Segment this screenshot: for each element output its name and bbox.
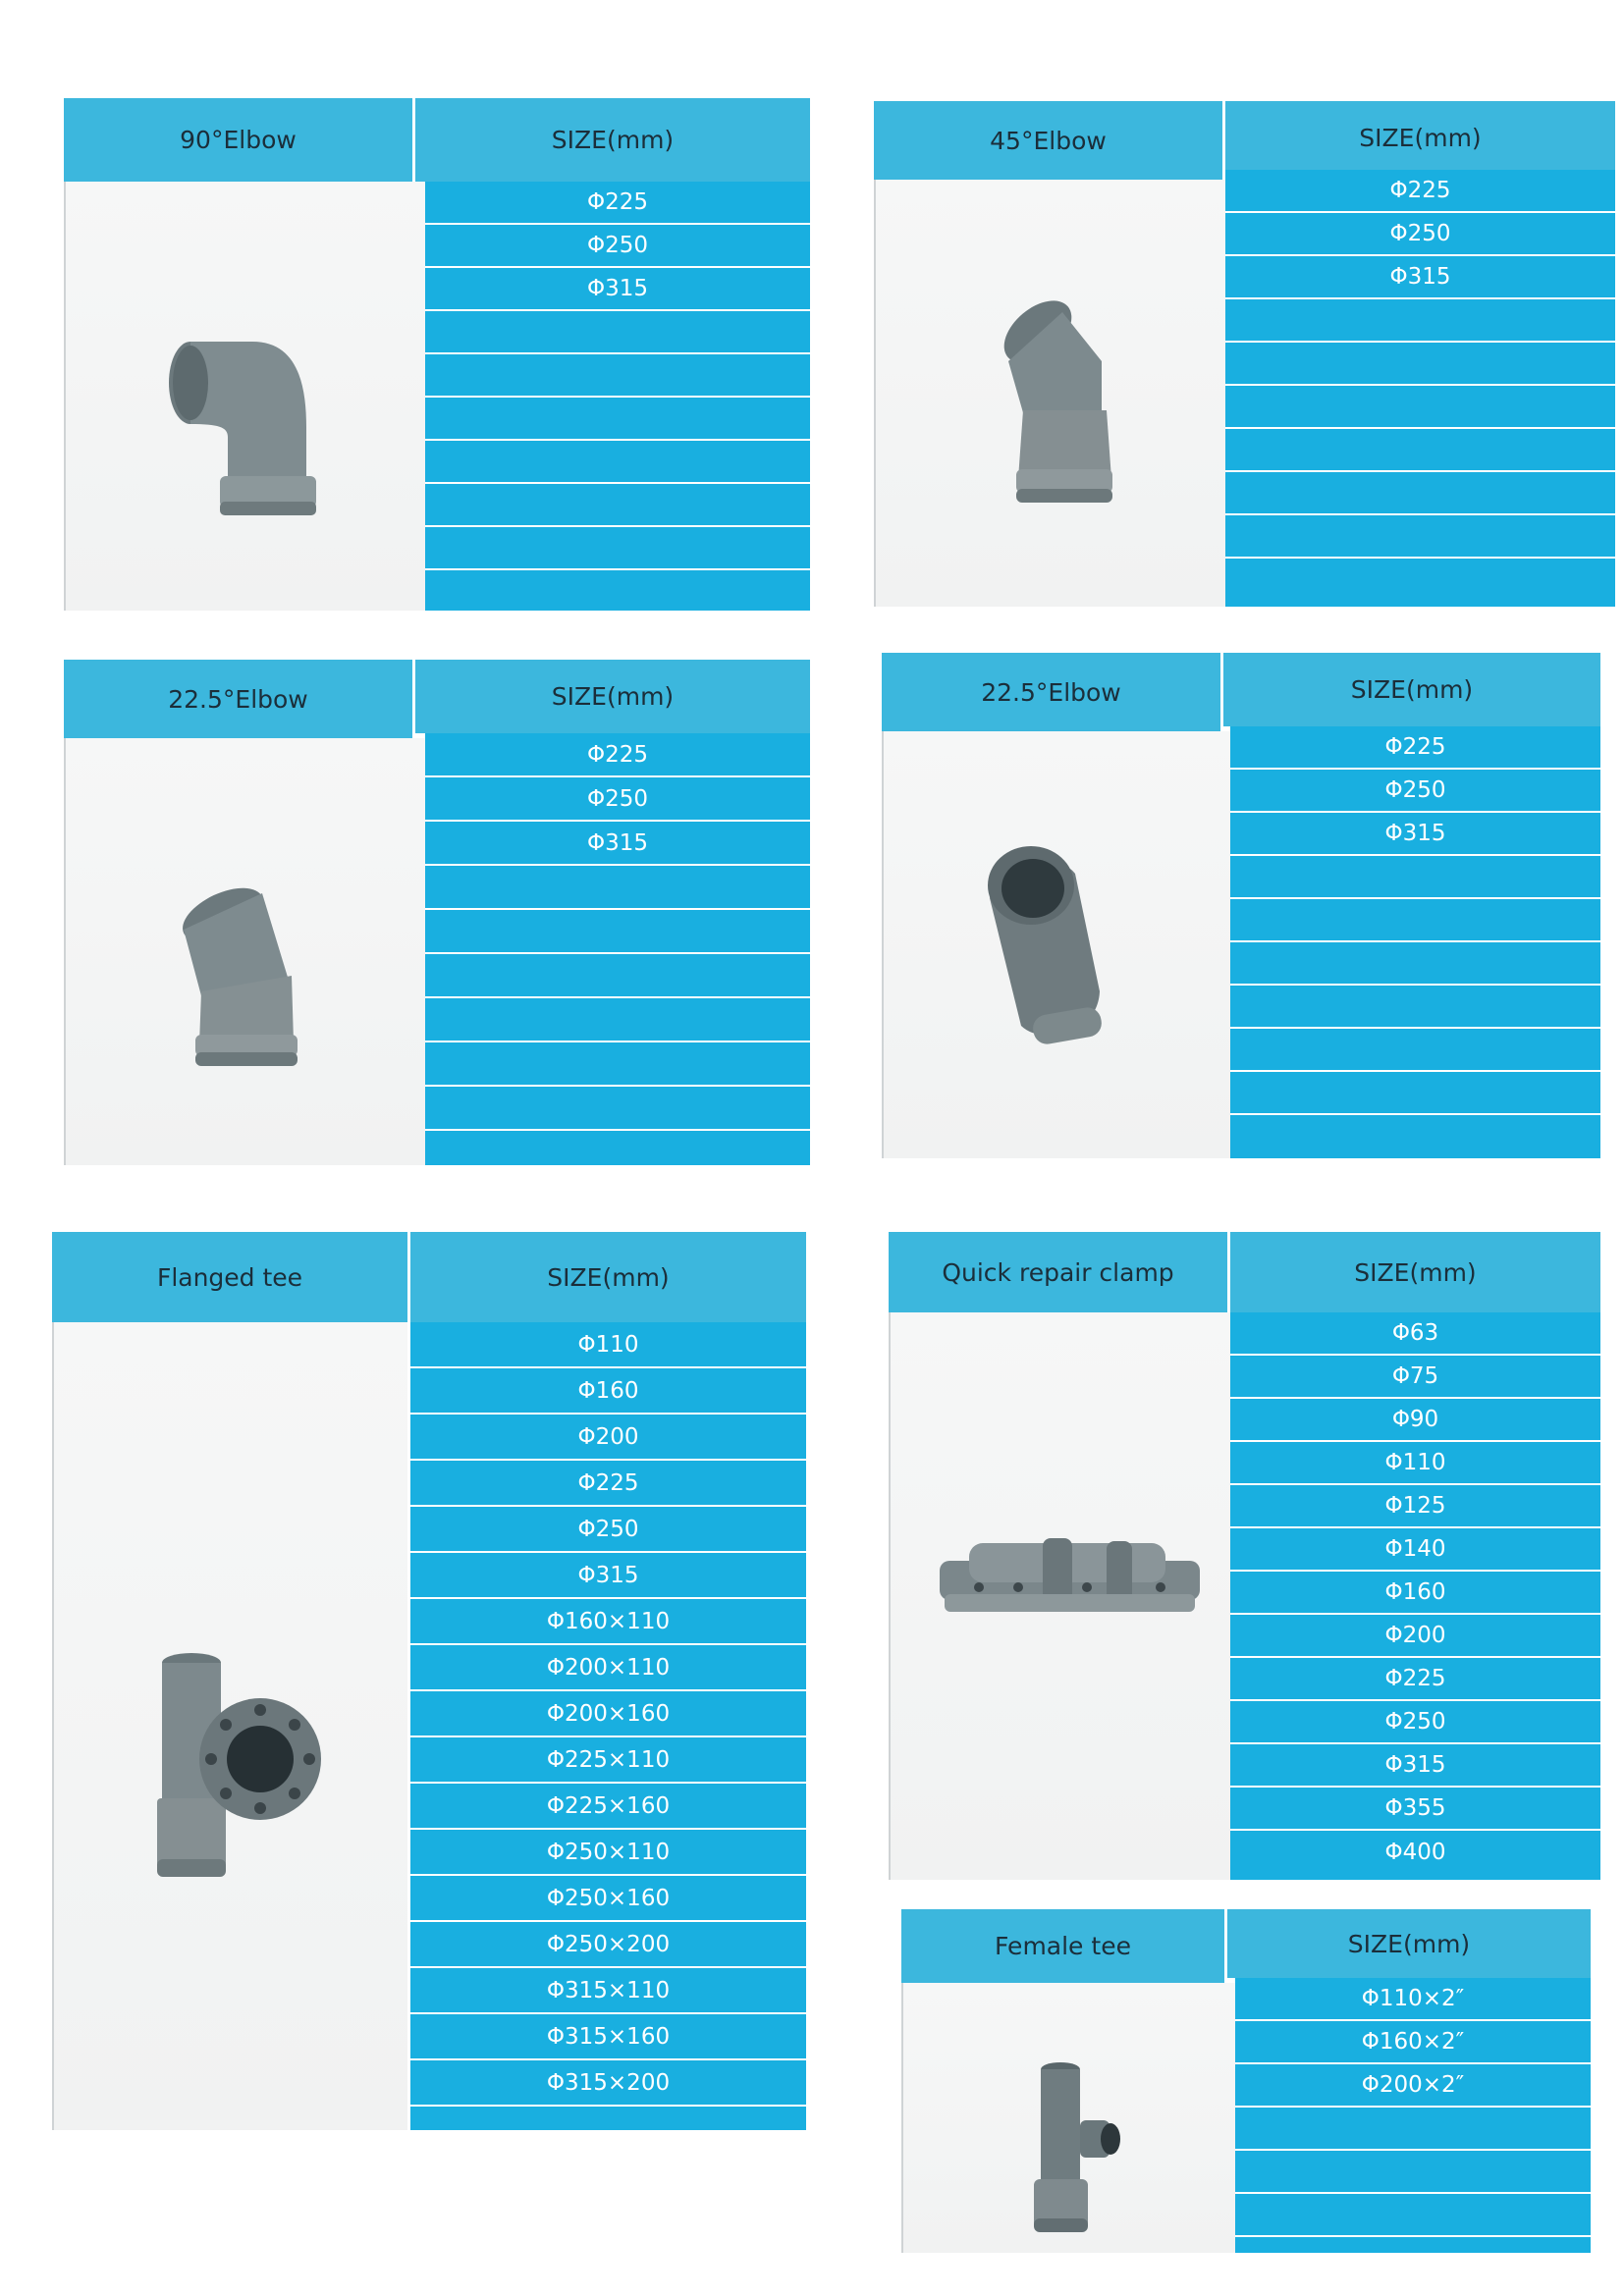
size-column xyxy=(410,1322,806,2130)
product-image-panel xyxy=(64,182,427,611)
size-row: Φ225 xyxy=(1230,1658,1600,1701)
size-row: Φ315 xyxy=(1225,256,1615,299)
size-row xyxy=(425,484,810,527)
size-row xyxy=(1230,986,1600,1029)
product-image-panel xyxy=(52,1322,407,2130)
size-row: Φ225 xyxy=(425,182,810,225)
product-image-panel xyxy=(889,1312,1232,1880)
size-row: Φ315 xyxy=(425,822,810,866)
card-90-elbow xyxy=(64,98,810,611)
product-image-panel xyxy=(874,180,1234,607)
size-row: Φ315×110 xyxy=(410,1968,806,2014)
size-header: SIZE(mm) xyxy=(415,98,810,182)
repair-clamp-icon xyxy=(940,1533,1200,1622)
size-row: Φ160×110 xyxy=(410,1599,806,1645)
size-row xyxy=(1225,472,1615,515)
elbow-90-icon xyxy=(159,329,336,525)
card-22-5-elbow-double-socket xyxy=(882,653,1600,1158)
size-row xyxy=(1235,2108,1591,2151)
size-row: Φ250 xyxy=(1225,213,1615,256)
size-row xyxy=(1230,1072,1600,1115)
size-row: Φ225 xyxy=(1230,726,1600,770)
size-row xyxy=(425,998,810,1042)
size-header: SIZE(mm) xyxy=(1230,1232,1600,1312)
product-name: 22.5°Elbow xyxy=(882,653,1223,731)
product-image-panel xyxy=(882,731,1232,1158)
size-row: Φ200×160 xyxy=(410,1691,806,1737)
size-column xyxy=(425,733,810,1165)
size-row: Φ225 xyxy=(1225,170,1615,213)
product-name: 22.5°Elbow xyxy=(64,660,415,738)
size-header: SIZE(mm) xyxy=(1225,101,1615,175)
card-quick-repair-clamp xyxy=(889,1232,1600,1880)
card-flanged-tee xyxy=(52,1232,806,2130)
product-image-panel xyxy=(64,738,427,1165)
size-row xyxy=(425,954,810,998)
size-row xyxy=(1235,2151,1591,2194)
size-row xyxy=(1225,386,1615,429)
card-female-tee xyxy=(901,1909,1591,2253)
size-row xyxy=(1225,343,1615,386)
size-row: Φ110×2″ xyxy=(1235,1978,1591,2021)
female-tee-icon xyxy=(1026,2061,1124,2238)
size-row xyxy=(425,354,810,398)
size-row: Φ125 xyxy=(1230,1485,1600,1528)
double-socket-elbow-icon xyxy=(982,844,1110,1050)
size-row xyxy=(1225,515,1615,559)
size-row: Φ250 xyxy=(425,225,810,268)
size-row: Φ200 xyxy=(410,1415,806,1461)
product-name: Flanged tee xyxy=(52,1232,410,1322)
size-row: Φ160×2″ xyxy=(1235,2021,1591,2064)
size-row: Φ160 xyxy=(410,1368,806,1415)
size-row: Φ250×200 xyxy=(410,1922,806,1968)
size-row: Φ315 xyxy=(1230,1744,1600,1788)
size-row xyxy=(1225,429,1615,472)
size-header: SIZE(mm) xyxy=(1227,1909,1591,1978)
size-row: Φ400 xyxy=(1384,1840,1446,1865)
size-row: Φ110 xyxy=(410,1322,806,1368)
size-row xyxy=(425,866,810,910)
size-row xyxy=(1235,2194,1591,2237)
size-row: Φ315×200 xyxy=(410,2060,806,2107)
size-row: Φ200×2″ xyxy=(1235,2064,1591,2108)
product-name: 90°Elbow xyxy=(64,98,415,182)
size-row: Φ315 xyxy=(410,1553,806,1599)
size-header: SIZE(mm) xyxy=(415,660,810,733)
size-row: Φ90 xyxy=(1230,1399,1600,1442)
size-column xyxy=(1230,1312,1600,1880)
card-22-5-elbow xyxy=(64,660,810,1165)
size-row: Φ250×110 xyxy=(410,1830,806,1876)
size-row xyxy=(1230,942,1600,986)
size-row: Φ63 xyxy=(1230,1312,1600,1356)
size-row xyxy=(425,441,810,484)
product-name: 45°Elbow xyxy=(874,101,1225,180)
size-row xyxy=(425,311,810,354)
size-column xyxy=(1235,1978,1591,2253)
size-header: SIZE(mm) xyxy=(1223,653,1600,726)
size-row xyxy=(425,910,810,954)
size-row: Φ110 xyxy=(1230,1442,1600,1485)
size-row: Φ315 xyxy=(425,268,810,311)
elbow-22-5-icon xyxy=(164,876,311,1077)
size-row: Φ250×160 xyxy=(410,1876,806,1922)
size-row: Φ250 xyxy=(1230,1701,1600,1744)
size-column xyxy=(1230,726,1600,1158)
size-row: Φ225×110 xyxy=(410,1737,806,1784)
size-row: Φ250 xyxy=(1230,770,1600,813)
size-row xyxy=(1225,299,1615,343)
size-row: Φ75 xyxy=(1230,1356,1600,1399)
size-row: Φ315 xyxy=(1230,813,1600,856)
size-row: Φ315×160 xyxy=(410,2014,806,2060)
size-row xyxy=(1230,856,1600,899)
size-row: Φ225×160 xyxy=(410,1784,806,1830)
size-column xyxy=(1225,170,1615,607)
size-row: Φ200 xyxy=(1230,1615,1600,1658)
size-column xyxy=(425,182,810,611)
size-row xyxy=(425,527,810,570)
card-45-elbow xyxy=(874,101,1615,607)
size-row xyxy=(1230,899,1600,942)
size-row: Φ160 xyxy=(1230,1572,1600,1615)
product-name: Quick repair clamp xyxy=(889,1232,1230,1312)
product-name: Female tee xyxy=(901,1909,1227,1983)
product-image-panel xyxy=(901,1983,1237,2253)
elbow-45-icon xyxy=(969,293,1126,513)
size-row: Φ225 xyxy=(410,1461,806,1507)
size-row xyxy=(1230,1029,1600,1072)
flanged-tee-icon xyxy=(147,1651,324,1906)
size-row: Φ250 xyxy=(410,1507,806,1553)
size-row: Φ140 xyxy=(1230,1528,1600,1572)
size-header: SIZE(mm) xyxy=(410,1232,806,1322)
size-row: Φ250 xyxy=(425,777,810,822)
size-row xyxy=(425,1087,810,1131)
size-row: Φ200×110 xyxy=(410,1645,806,1691)
size-row: Φ225 xyxy=(425,733,810,777)
size-row xyxy=(425,398,810,441)
size-row xyxy=(425,1042,810,1087)
size-row: Φ355 xyxy=(1230,1788,1600,1831)
